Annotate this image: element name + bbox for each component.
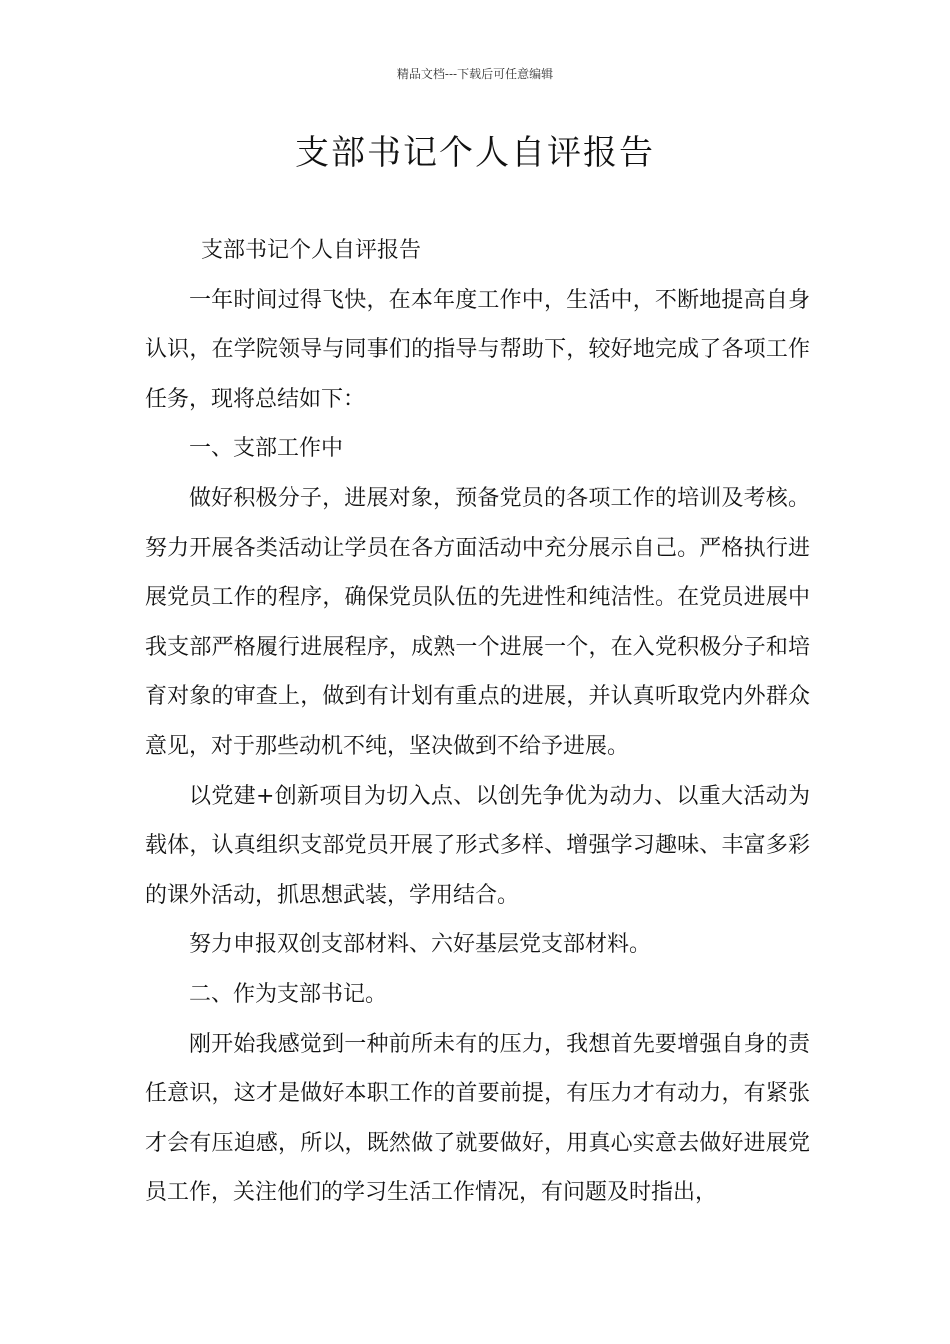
paragraph: 以党建+创新项目为切入点、以创先争优为动力、以重大活动为载体，认真组织支部党员开展了形式多样、增强学习趣味、丰富多彩的课外活动，抓思想武装，学用结合。	[145, 783, 810, 908]
paragraph: 刚开始我感觉到一种前所未有的压力，我想首先要增强自身的责任意识，这才是做好本职工作的首要前提，有压力才有动力，有紧张才会有压迫感，所以，既然做了就要做好，用真心实意去做好进展党员工作，关注他们的学习生活工作情况，有问题及时指出，	[145, 1031, 810, 1206]
paragraph: 努力申报双创支部材料、六好基层党支部材料。	[189, 932, 652, 958]
paragraph-intro: 一年时间过得飞快，在本年度工作中，生活中，不断地提高自身认识，在学院领导与同事们的指导与帮助下，较好地完成了各项工作任务，现将总结如下：	[145, 287, 810, 412]
paragraph-subtitle: 支部书记个人自评报告	[201, 238, 422, 263]
section-heading-1: 一、支部工作中	[189, 436, 344, 462]
document-title: 支部书记个人自评报告	[295, 133, 655, 173]
page-header: 精品文档---下载后可任意编辑	[396, 67, 554, 81]
section-heading-2: 二、作为支部书记。	[189, 981, 388, 1007]
paragraph: 做好积极分子，进展对象，预备党员的各项工作的培训及考核。努力开展各类活动让学员在各方面活动中充分展示自己。严格执行进展党员工作的程序，确保党员队伍的先进性和纯洁性。在党员进展中我支部严格履行进展程序，成熟一个进展一个，在入党积极分子和培育对象的审查上，做到有计划有重点的进展，并认真听取党内外群众意见，对于那些动机不纯，坚决做到不给予进展。	[145, 485, 810, 759]
document-body	[145, 226, 810, 1218]
